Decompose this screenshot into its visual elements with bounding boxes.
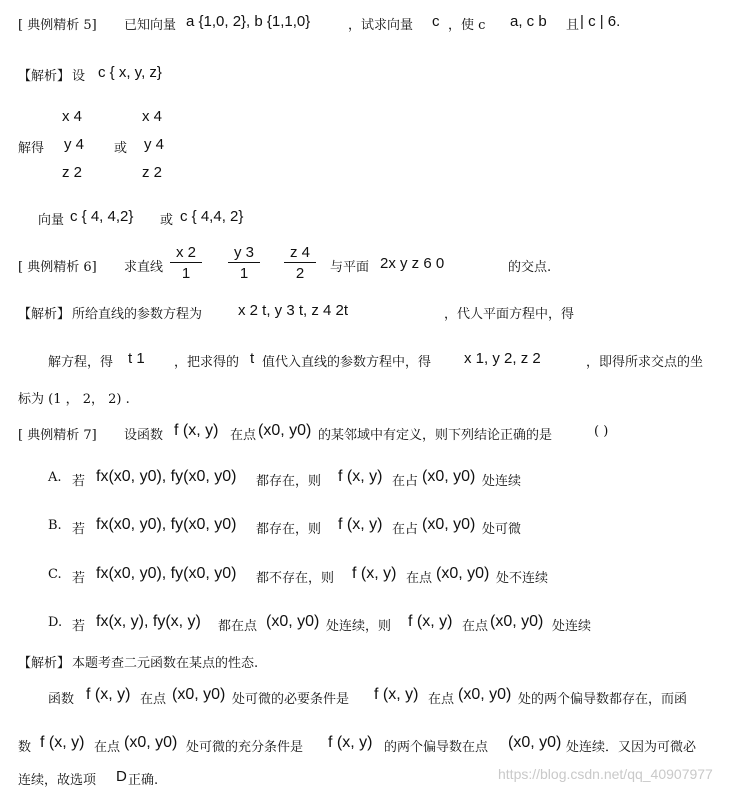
frac3-den: 2 — [295, 265, 305, 282]
sol7-l1b: 在点 — [140, 692, 167, 707]
ex7-intro: 设函数 — [124, 428, 164, 443]
sys2-row1: x 4 — [142, 108, 163, 125]
option-d-pt0: (x0, y0) — [266, 613, 320, 630]
sol6-point: x 1, y 2, z 2 — [464, 350, 541, 367]
sol7-l2e: 处连续．又因为可微必 — [566, 740, 697, 755]
sol7-l1p2: (x0, y0) — [458, 686, 512, 703]
sol7-l2d: 的两个偏导数在点 — [384, 740, 489, 755]
option-b-ruo: 若 — [72, 522, 86, 537]
ex5-vectors: a {1,0, 2}, b {1,1,0} — [186, 13, 311, 30]
sol5-ans2: c { 4,4, 2} — [180, 208, 244, 225]
ex5-c: c — [432, 13, 440, 30]
sol5-vec-prefix: 向量 — [38, 213, 65, 228]
sol6-l2c: 值代入直线的参数方程中，得 — [262, 355, 432, 370]
sol6-t2: t — [250, 350, 255, 367]
sol7-l1e: 处的两个偏导数都存在，而函 — [518, 692, 688, 707]
option-c-at: 在点 — [406, 571, 433, 586]
option-d-at: 在点 — [462, 619, 489, 634]
ex5-ask: ，试求向量 — [348, 18, 414, 33]
sol7-l3d: D — [116, 768, 127, 785]
option-c-ruo: 若 — [72, 571, 86, 586]
sol5-jiede: 解得 — [18, 141, 45, 156]
ex7-label: [ 典例精析 7] — [18, 428, 97, 443]
option-d-pt: (x0, y0) — [490, 613, 544, 630]
ex7-fxy: f (x, y) — [174, 422, 219, 439]
ex5-label: [ 典例精析 5] — [18, 18, 97, 33]
sol5-cvec: c { x, y, z} — [98, 64, 162, 81]
ex6-intro: 求直线 — [124, 260, 164, 275]
ex6-plane: 2x y z 6 0 — [380, 255, 445, 272]
ex6-frac2 — [228, 244, 260, 282]
sol7-l1f2: f (x, y) — [374, 686, 419, 703]
option-d-key: D. — [48, 615, 63, 630]
ex6-with-plane: 与平面 — [330, 260, 370, 275]
option-d-ruo: 若 — [72, 619, 86, 634]
sol6-tag: 【解析】 — [18, 307, 71, 322]
sol6-t1: t 1 — [128, 350, 145, 367]
sol7-l2c: 处可微的充分条件是 — [186, 740, 304, 755]
option-d-f: f (x, y) — [408, 613, 453, 630]
sol6-l2a: 解方程，得 — [48, 355, 114, 370]
option-c-mid: 都不存在，则 — [256, 571, 335, 586]
frac3-num: z 4 — [284, 244, 316, 263]
sys1-row3: z 2 — [62, 164, 83, 181]
ex7-pt: (x0, y0) — [258, 422, 312, 439]
sol6-param: x 2 t, y 3 t, z 4 2t — [238, 302, 349, 319]
ex5-ask2: ，使 c — [448, 18, 486, 33]
watermark: https://blog.csdn.net/qq_40907977 — [498, 766, 713, 782]
sol7-tag: 【解析】 — [18, 656, 71, 671]
sol7-l1p: (x0, y0) — [172, 686, 226, 703]
frac2-den: 1 — [239, 265, 249, 282]
sol7-l2f2: f (x, y) — [328, 734, 373, 751]
ex7-tail: 的某邻域中有定义，则下列结论正确的是 — [318, 428, 553, 443]
frac1-den: 1 — [181, 265, 191, 282]
option-a-ruo: 若 — [72, 474, 86, 489]
option-b-f: f (x, y) — [338, 516, 383, 533]
sol5-ans1: c { 4, 4,2} — [70, 208, 134, 225]
ex5-cond: a, c b — [510, 13, 547, 30]
sol6-tail: ，代人平面方程中，得 — [444, 307, 575, 322]
sol7-l2a: 数 — [18, 740, 32, 755]
ex7-paren: ( ) — [594, 424, 609, 439]
option-d-pre: fx(x, y), fy(x, y) — [96, 613, 201, 630]
sol7-l1a: 函数 — [48, 692, 75, 707]
ex6-frac1 — [170, 244, 202, 282]
ex5-and: 且 — [566, 18, 580, 33]
option-b-pre: fx(x0, y0), fy(x0, y0) — [96, 516, 237, 533]
option-a-at: 在占 — [392, 474, 419, 489]
option-a-pt: (x0, y0) — [422, 468, 476, 485]
option-b-end: 处可微 — [482, 522, 522, 537]
option-d-end: 处连续 — [552, 619, 592, 634]
frac1-num: x 2 — [170, 244, 202, 263]
sol6-text: 所给直线的参数方程为 — [72, 307, 203, 322]
sys2-row2: y 4 — [144, 136, 165, 153]
sol5-or2: 或 — [160, 213, 174, 228]
option-b-key: B. — [48, 518, 62, 533]
ex5-norm: | c | 6. — [580, 13, 621, 30]
frac2-num: y 3 — [228, 244, 260, 263]
sol7-l1c: 处可微的必要条件是 — [232, 692, 350, 707]
sol7-l3a: 连续，故选项 — [18, 773, 97, 788]
option-a-end: 处连续 — [482, 474, 522, 489]
option-a-pre: fx(x0, y0), fy(x0, y0) — [96, 468, 237, 485]
ex5-intro: 已知向量 — [124, 18, 177, 33]
sol7-l3b: 正确. — [128, 773, 159, 788]
sol7-l2p2: (x0, y0) — [508, 734, 562, 751]
sol6-l2d: ，即得所求交点的坐 — [586, 355, 704, 370]
option-c-f: f (x, y) — [352, 565, 397, 582]
option-d-mid: 都在点 — [218, 619, 258, 634]
ex6-tail: 的交点. — [508, 260, 552, 275]
option-b-mid: 都存在，则 — [256, 522, 322, 537]
option-c-key: C. — [48, 567, 62, 582]
option-d-mid2: 处连续，则 — [326, 619, 392, 634]
option-c-pt: (x0, y0) — [436, 565, 490, 582]
option-b-pt: (x0, y0) — [422, 516, 476, 533]
ex6-frac3 — [284, 244, 316, 282]
sol5-set: 设 — [72, 69, 86, 84]
sys1-row2: y 4 — [64, 136, 85, 153]
sol6-l3: 标为 (1 ， 2， 2) . — [18, 392, 130, 407]
sol7-l1d: 在点 — [428, 692, 455, 707]
ex7-at: 在点 — [230, 428, 257, 443]
sol6-l2b: ，把求得的 — [174, 355, 240, 370]
sol7-l2f: f (x, y) — [40, 734, 85, 751]
ex6-label: [ 典例精析 6] — [18, 260, 97, 275]
sol5-or: 或 — [114, 141, 128, 156]
sol7-intro: 本题考查二元函数在某点的性态. — [72, 656, 259, 671]
sys2-row3: z 2 — [142, 164, 163, 181]
sys1-row1: x 4 — [62, 108, 83, 125]
option-b-at: 在占 — [392, 522, 419, 537]
sol7-l2b: 在点 — [94, 740, 121, 755]
sol7-l1f: f (x, y) — [86, 686, 131, 703]
option-a-f: f (x, y) — [338, 468, 383, 485]
option-c-end: 处不连续 — [496, 571, 549, 586]
sol7-l2p: (x0, y0) — [124, 734, 178, 751]
sol5-tag: 【解析】 — [18, 69, 71, 84]
option-a-key: A. — [48, 470, 62, 485]
option-a-mid: 都存在，则 — [256, 474, 322, 489]
option-c-pre: fx(x0, y0), fy(x0, y0) — [96, 565, 237, 582]
